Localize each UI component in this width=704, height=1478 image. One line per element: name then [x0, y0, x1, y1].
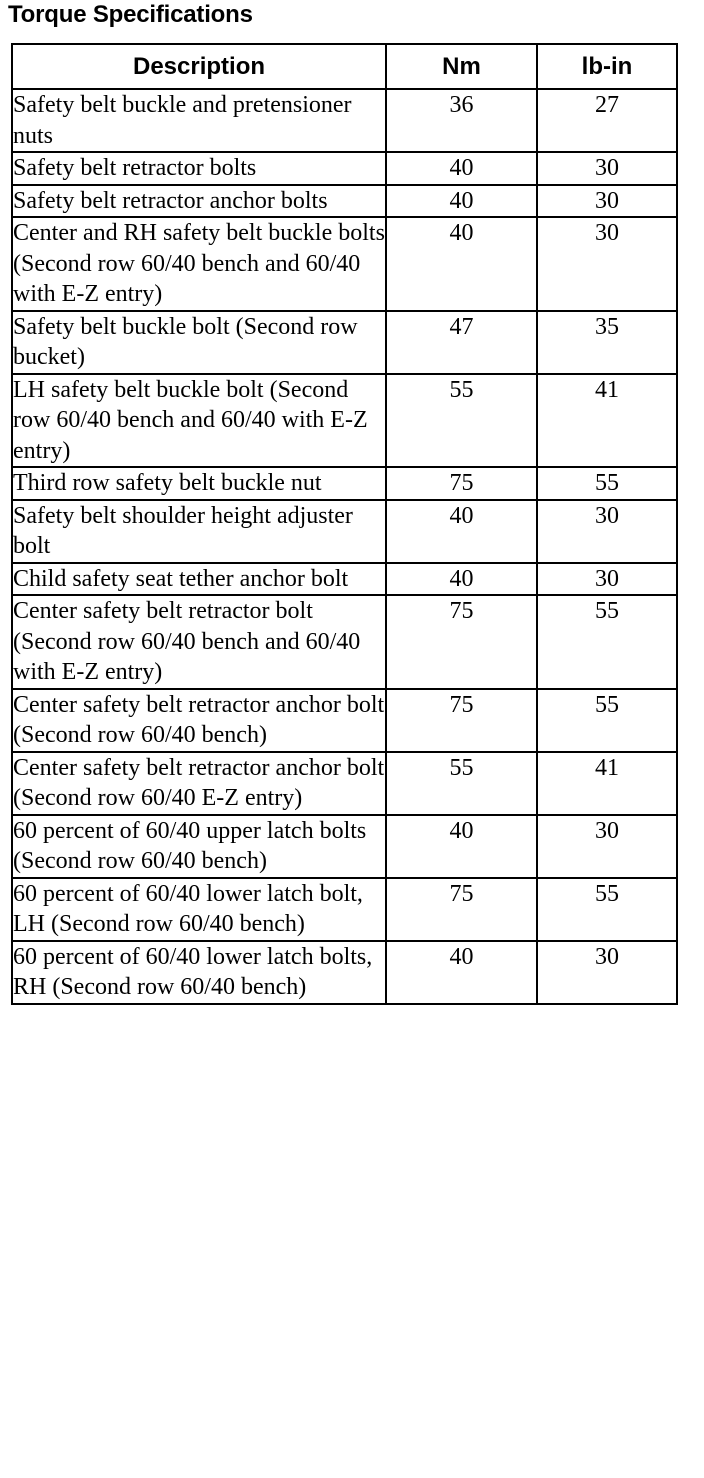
- row-description: 60 percent of 60/40 lower latch bolt, LH (Second row 60/40 bench): [12, 878, 386, 941]
- row-lbin-value: 30: [537, 185, 677, 218]
- page-title: Torque Specifications: [8, 1, 253, 28]
- row-description: Center safety belt retractor bolt (Second row 60/40 bench and 60/40 with E-Z entry): [12, 595, 386, 689]
- row-description: Center safety belt retractor anchor bolt (Second row 60/40 E-Z entry): [12, 752, 386, 815]
- table-row: [12, 878, 677, 941]
- row-description: 60 percent of 60/40 lower latch bolts, RH (Second row 60/40 bench): [12, 941, 386, 1004]
- column-header-description: Description: [12, 44, 386, 89]
- row-lbin-value: 55: [537, 595, 677, 689]
- row-lbin-value: 30: [537, 563, 677, 596]
- row-nm-value: 36: [386, 89, 537, 152]
- row-nm-value: 40: [386, 815, 537, 878]
- row-nm-value: 40: [386, 185, 537, 218]
- column-header-lbin: lb-in: [537, 44, 677, 89]
- row-nm-value: 75: [386, 689, 537, 752]
- row-lbin-value: 41: [537, 374, 677, 468]
- row-description: Safety belt shoulder height adjuster bolt: [12, 500, 386, 563]
- row-lbin-value: 27: [537, 89, 677, 152]
- table-row: [12, 152, 677, 185]
- row-nm-value: 40: [386, 500, 537, 563]
- table-row: [12, 815, 677, 878]
- row-description: Safety belt buckle and pretensioner nuts: [12, 89, 386, 152]
- table-row: [12, 563, 677, 596]
- row-lbin-value: 30: [537, 217, 677, 311]
- table-row: [12, 185, 677, 218]
- row-nm-value: 55: [386, 752, 537, 815]
- row-lbin-value: 55: [537, 467, 677, 500]
- table-row: [12, 467, 677, 500]
- row-lbin-value: 30: [537, 815, 677, 878]
- row-lbin-value: 35: [537, 311, 677, 374]
- row-nm-value: 75: [386, 878, 537, 941]
- table-row: [12, 89, 677, 152]
- row-description: Safety belt buckle bolt (Second row bucket): [12, 311, 386, 374]
- header-row: [12, 44, 677, 89]
- row-lbin-value: 55: [537, 878, 677, 941]
- row-description: 60 percent of 60/40 upper latch bolts (Second row 60/40 bench): [12, 815, 386, 878]
- row-description: Safety belt retractor bolts: [12, 152, 386, 185]
- row-lbin-value: 30: [537, 941, 677, 1004]
- row-description: Child safety seat tether anchor bolt: [12, 563, 386, 596]
- table-row: [12, 374, 677, 468]
- row-nm-value: 47: [386, 311, 537, 374]
- row-nm-value: 40: [386, 152, 537, 185]
- table-row: [12, 752, 677, 815]
- row-nm-value: 55: [386, 374, 537, 468]
- row-nm-value: 75: [386, 595, 537, 689]
- row-description: Third row safety belt buckle nut: [12, 467, 386, 500]
- table-row: [12, 311, 677, 374]
- row-nm-value: 40: [386, 941, 537, 1004]
- table-row: [12, 217, 677, 311]
- row-lbin-value: 41: [537, 752, 677, 815]
- torque-spec-table: [11, 43, 678, 1005]
- row-description: Safety belt retractor anchor bolts: [12, 185, 386, 218]
- row-lbin-value: 30: [537, 152, 677, 185]
- row-nm-value: 75: [386, 467, 537, 500]
- table-row: [12, 500, 677, 563]
- table-body: [12, 89, 677, 1004]
- row-lbin-value: 55: [537, 689, 677, 752]
- row-nm-value: 40: [386, 217, 537, 311]
- column-header-nm: Nm: [386, 44, 537, 89]
- table-row: [12, 595, 677, 689]
- table-row: [12, 689, 677, 752]
- row-description: Center and RH safety belt buckle bolts (Second row 60/40 bench and 60/40 with E-Z entry): [12, 217, 386, 311]
- row-nm-value: 40: [386, 563, 537, 596]
- table-row: [12, 941, 677, 1004]
- row-lbin-value: 30: [537, 500, 677, 563]
- row-description: Center safety belt retractor anchor bolt (Second row 60/40 bench): [12, 689, 386, 752]
- row-description: LH safety belt buckle bolt (Second row 60/40 bench and 60/40 with E-Z entry): [12, 374, 386, 468]
